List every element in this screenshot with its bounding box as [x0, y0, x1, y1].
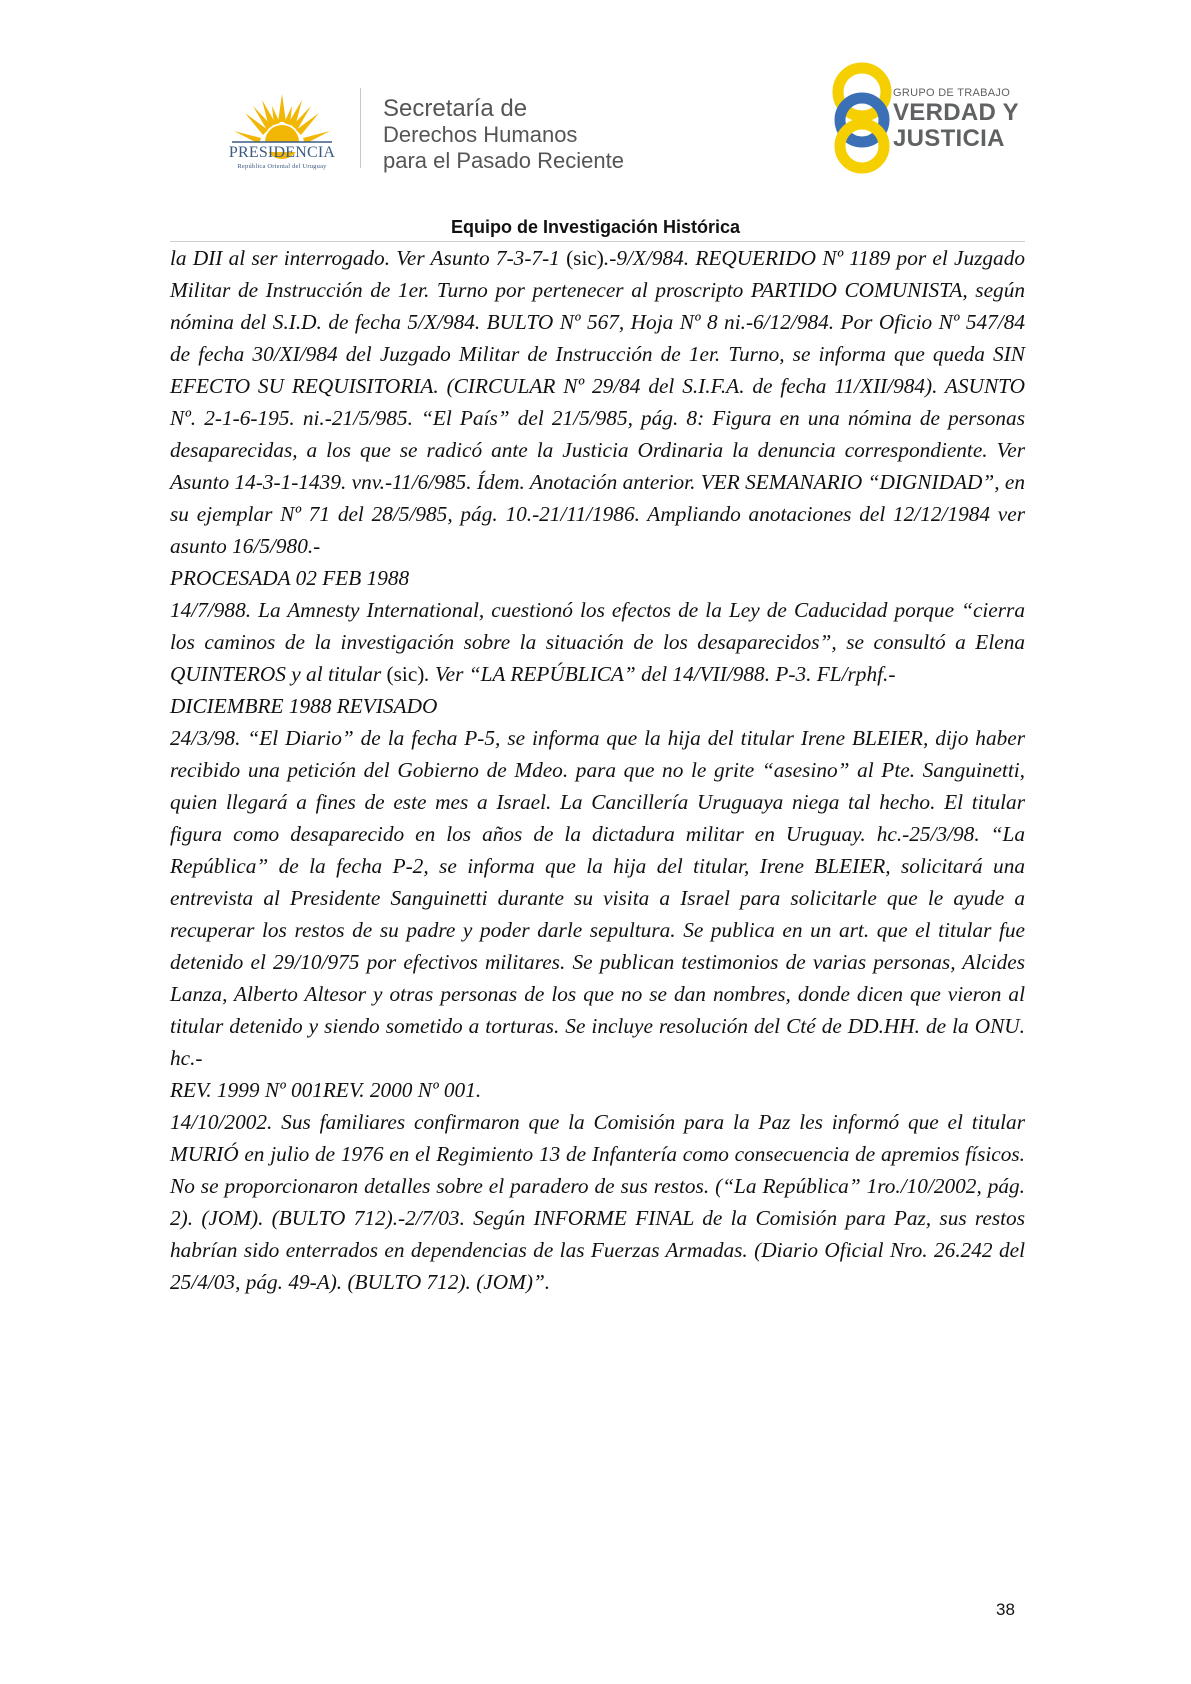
paragraph-1-part-b: .-9/X/984. REQUERIDO Nº 1189 por el Juzgado Militar de Instrucción de 1er. Turno por pertenecer al proscripto PARTIDO COMUNISTA, según nómina del S.I.D. de fecha 5/X/984. BULTO Nº 567, Hoja Nº 8 ni.-6/12/984. Por Oficio Nº 547/84 de fecha 30/XI/984 del Juzgado Militar de Instrucción de 1er. Turno, se informa que queda SIN EFECTO SU REQUISITORIA. (CIRCULAR Nº 29/84 del S.I.F.A. de fecha 11/XII/984). ASUNTO Nº. 2-1-6-195. ni.-21/5/985. “El País” del 21/5/985, pág. 8: Figura en una nómina de personas desaparecidas, a los que se radicó ante la Justicia Ordinaria la denuncia correspondiente. Ver Asunto 14-3-1-1439. vnv.-11/6/985. Ídem. Anotación anterior. VER SEMANARIO “DIGNIDAD”, en su ejemplar Nº 71 del 28/5/985, pág. 10.-21/11/1986. Ampliando anotaciones del 12/12/1984 ver asunto 16/5/980.- [170, 246, 1025, 558]
page-number: 38 [996, 1600, 1015, 1619]
group-small-label: GRUPO DE TRABAJO [893, 87, 1011, 99]
paragraph-1 [170, 242, 1025, 562]
paragraph-4: 14/10/2002. Sus familiares confirmaron que la Comisión para la Paz les informó que el titular MURIÓ en julio de 1976 en el Regimiento 13 de Infantería como consecuencia de apremios físicos. No se proporcionaron detalles sobre el paradero de sus restos. (“La República” 1ro./10/2002, pág. 2). (JOM). (BULTO 712).-2/7/03. Según INFORME FINAL de la Comisión para Paz, sus restos habrían sido enterrados en dependencias de las Fuerzas Armadas. (Diario Oficial Nro. 26.242 del 25/4/03, pág. 49-A). (BULTO 712). (JOM)”. [170, 1110, 1025, 1294]
paragraph-2-part-a: 14/7/988. La Amnesty International, cuestionó los efectos de la Ley de Caducidad porque “cierra los caminos de la investigación sobre la situación de los desaparecidos”, se consultó a Elena QUINTEROS y al titular [170, 598, 1025, 686]
sic-note: (sic) [386, 662, 425, 686]
group-big-label-1: VERDAD Y [893, 99, 1019, 126]
page-header [0, 0, 1191, 200]
secretaria-line-3: para el Pasado Reciente [383, 148, 624, 173]
verdad-justicia-text [893, 86, 1019, 152]
diciembre-line: DICIEMBRE 1988 REVISADO [170, 694, 438, 718]
paragraph-2-part-b: . Ver “LA REPÚBLICA” del 14/VII/988. P-3. FL/rphf.- [424, 662, 896, 686]
rev-line: REV. 1999 Nº 001REV. 2000 Nº 001. [170, 1078, 482, 1102]
group-big-label-2: JUSTICIA [893, 125, 1005, 152]
paragraph-1-part-a: la DII al ser interrogado. Ver Asunto 7-3-7-1 [170, 246, 567, 270]
document-body [170, 242, 1025, 1298]
secretaria-title [383, 96, 624, 174]
paragraph-2 [170, 594, 1025, 690]
team-title: Equipo de Investigación Histórica [450, 217, 741, 237]
presidencia-label: PRESIDENCIA [228, 144, 336, 161]
header-divider [360, 88, 361, 168]
secretaria-line-2: Derechos Humanos [383, 122, 578, 147]
sic-note: (sic) [566, 246, 604, 270]
presidencia-subtitle: República Oriental del Uruguay [237, 163, 327, 170]
secretaria-line-1: Secretaría de [383, 95, 528, 122]
procesada-line: PROCESADA 02 FEB 1988 [170, 566, 410, 590]
paragraph-3: 24/3/98. “El Diario” de la fecha P-5, se informa que la hija del titular Irene BLEIER, dijo haber recibido una petición del Gobierno de Mdeo. para que no le grite “asesino” al Pte. Sanguinetti, quien llegará a fines de este mes a Israel. La Cancillería Uruguaya niega tal hecho. El titular figura como desaparecido en los años de la dictadura militar en Uruguay. hc.-25/3/98. “La República” de la fecha P-2, se informa que la hija del titular, Irene BLEIER, solicitará una entrevista al Presidente Sanguinetti durante su visita a Israel para solicitarle que le ayude a recuperar los restos de su padre y poder darle sepultura. Se publica en un art. que el titular fue detenido el 29/10/975 por efectivos militares. Se publican testimonios de varias personas, Alcides Lanza, Alberto Altesor y otras personas de los que no se dan nombres, donde dicen que vieron al titular detenido y siendo sometido a torturas. Se incluye resolución del Cté de DD.HH. de la ONU. hc.- [170, 726, 1025, 1070]
